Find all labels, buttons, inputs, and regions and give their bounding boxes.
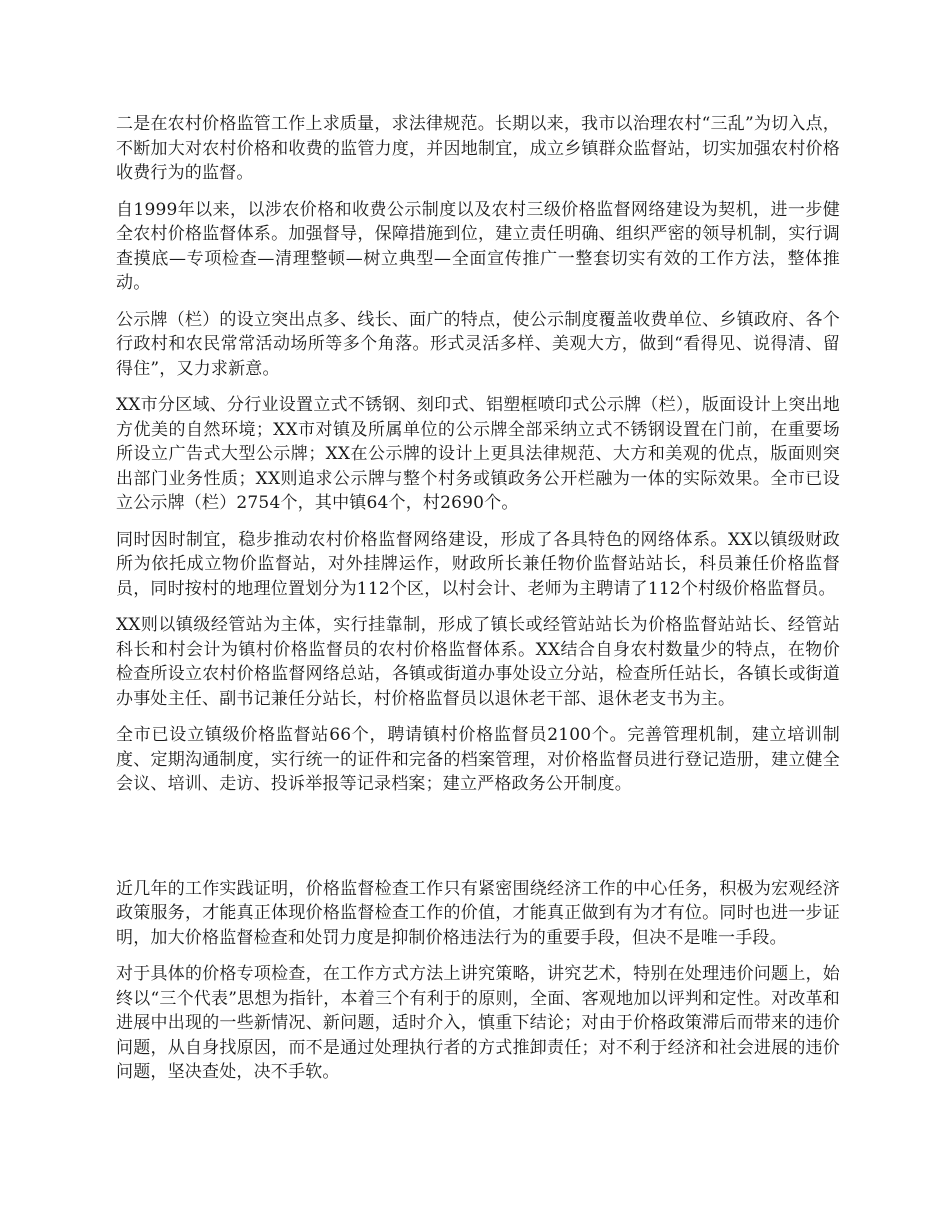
paragraph-notice-board-designs: XX市分区域、分行业设置立式不锈钢、刻印式、铝塑框喷印式公示牌（栏），版面设计上突出地方优美的自然环境；XX市对镇及所属单位的公示牌全部采纳立式不锈钢设置在门前，在重要场所设立广告式大型公示牌；XX在公示牌的设计上更具法律规范、大方和美观的优点，版面则突出部门业务性质；XX则追求公示牌与整个村务或镇政务公开栏融为一体的实际效果。全市已设立公示牌（栏）2754个，其中镇64个，村2690个。: [116, 395, 840, 513]
paragraph-network-construction: 同时因时制宜，稳步推动农村价格监督网络建设，形成了各具特色的网络体系。XX以镇级财政所为依托成立物价监督站，对外挂牌运作，财政所长兼任物价监督站站长，科员兼任价格监督员，同时按村的地理位置划分为112个区，以村会计、老师为主聘请了112个村级价格监督员。: [116, 529, 840, 599]
paragraph-special-inspection-strategy: 对于具体的价格专项检查，在工作方式方法上讲究策略，讲究艺术，特别在处理违价问题上，始终以“三个代表”思想为指针，本着三个有利于的原则，全面、客观地加以评判和定性。对改革和进展中出现的一些新情况、新问题，适时介入，慎重下结论；对由于价格政策滞后而带来的违价问题，从自身找原因，而不是通过处理执行者的方式推卸责任；对不利于经济和社会进展的违价问题，坚决查处，决不手软。: [116, 964, 840, 1082]
paragraph-city-stations-summary: 全市已设立镇级价格监督站66个，聘请镇村价格监督员2100个。完善管理机制，建立培训制度、定期沟通制度，实行统一的证件和完备的档案管理，对价格监督员进行登记造册，建立健全会议、培训、走访、投诉举报等记录档案；建立严格政务公开制度。: [116, 725, 840, 794]
paragraph-work-practice-proof: 近几年的工作实践证明，价格监督检查工作只有紧密围绕经济工作的中心任务，积极为宏观经济政策服务，才能真正体现价格监督检查工作的价值，才能真正做到有为才有位。同时也进一步证明，加大价格监督检查和处罚力度是抑制价格违法行为的重要手段，但决不是唯一手段。: [116, 878, 840, 948]
paragraph-notice-board-features: 公示牌（栏）的设立突出点多、线长、面广的特点，使公示制度覆盖收费单位、乡镇政府、各个行政村和农民常常活动场所等多个角落。形式灵活多样、美观大方，做到“看得见、说得清、留得住”，又力求新意。: [116, 309, 840, 379]
paragraph-management-station-system: XX则以镇级经管站为主体，实行挂靠制，形成了镇长或经管站站长为价格监督站站长、经管站科长和村会计为镇村价格监督员的农村价格监督体系。XX结合自身农村数量少的特点，在物价检查所设立农村价格监督网络总站，各镇或街道办事处设立分站，检查所任站长，各镇长或街道办事处主任、副书记兼任分站长，村价格监督员以退休老干部、退休老支书为主。: [116, 615, 840, 709]
paragraph-rural-supervision-quality: 二是在农村价格监管工作上求质量，求法律规范。长期以来，我市以治理农村“三乱”为切入点，不断加大对农村价格和收费的监管力度，并因地制宜，成立乡镇群众监督站，切实加强农村价格收费行为的监督。: [116, 114, 840, 183]
paragraph-since-1999: 自1999年以来，以涉农价格和收费公示制度以及农村三级价格监督网络建设为契机，进一步健全农村价格监督体系。加强督导，保障措施到位，建立责任明确、组织严密的领导机制，实行调查摸底—专项检查—清理整顿—树立典型—全面宣传推广一整套切实有效的工作方法，整体推动。: [116, 199, 840, 293]
document-body: [116, 112, 840, 1097]
section-spacer: [116, 809, 840, 877]
